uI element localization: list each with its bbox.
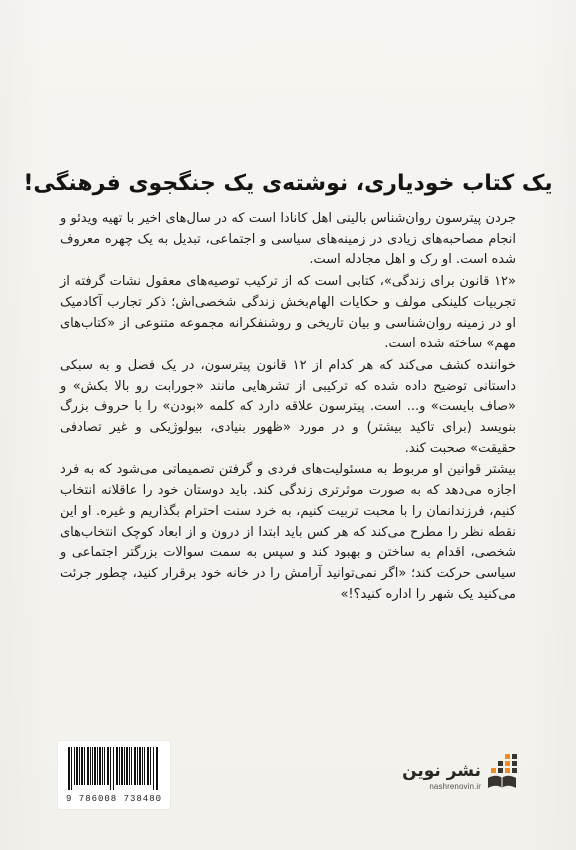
barcode-bars <box>68 747 160 790</box>
description-paragraph-2: «۱۲ قانون برای زندگی»، کتابی است که از ترکیب توصیه‌های معقول نشات گرفته از تجربیات کلینکی مولف و حکایات الهام‌بخش زندگی شخصی‌اش؛ ذکر تجارب آکادمیک او در زمینه روان‌شناسی و بیان تاریخی و روشنفکرانه مجموعه متنوعی از «کتاب‌های مهم» ساخته شده است. <box>60 274 516 352</box>
publisher-brand <box>377 751 519 807</box>
publisher-url: nashrenovin.ir <box>429 782 481 791</box>
description-paragraph-3: خواننده کشف می‌کند که هر کدام از ۱۲ قانون پیترسون، در یک فصل و به سبکی داستانی توضیح داده شده که ترکیبی از تشرهایی مانند «جورابت رو بالا بکش» و «صاف بایست» و... است. پیترسون علاقه دارد که کلمه «بودن» را با حروف بزرگ بنویسد (برای تاکید بیشتر) و در مورد «ظهور بنیادی، بیولوژیکی و غیر تصادفی حقیقت» صحبت کند. <box>60 357 516 456</box>
publisher-logo-icon <box>485 751 519 791</box>
publisher-name: نشر نوین <box>402 761 481 781</box>
isbn-barcode <box>58 741 170 809</box>
barcode-number: 9 786008 738480 <box>66 794 163 804</box>
description-paragraph-1: جردن پیترسون روان‌شناس بالینی اهل کانادا است که در سال‌های اخیر با تهیه ویدئو و انجام مصاحبه‌های زیادی در زمینه‌های سیاسی و اجتماعی، تبدیل به یک چهره معروف شده است. او رک و اهل مجادله است. <box>60 211 516 268</box>
description-paragraph-4: بیشتر قوانین او مربوط به مسئولیت‌های فردی و گرفتن تصمیماتی می‌شود که به فرد اجازه می‌دهد که به صورت موثرتری زندگی کند. باید دوستان خود را عاقلانه انتخاب کنیم، فرزندانمان را با محبت تربیت کنیم، به خرد سنت احترام بگذاریم و غیره. او این نقطه نظر را مطرح می‌کند که هر کس باید ابتدا از درون و از ابعاد کوچک انتخاب‌های شخصی، اقدام به ساختن و بهبود کند و سپس به سمت سوالات بزرگتر اجتماعی و سیاسی حرکت کند؛ «اگر نمی‌توانید آرامش را در خانه خود برقرار کنید، چطور جرئت می‌کنید یک شهر را اداره کنید؟!» <box>60 462 516 602</box>
cover-description <box>60 209 516 605</box>
cover-title: یک کتاب خودیاری، نوشته‌ی یک جنگجوی فرهنگی! <box>23 171 553 196</box>
